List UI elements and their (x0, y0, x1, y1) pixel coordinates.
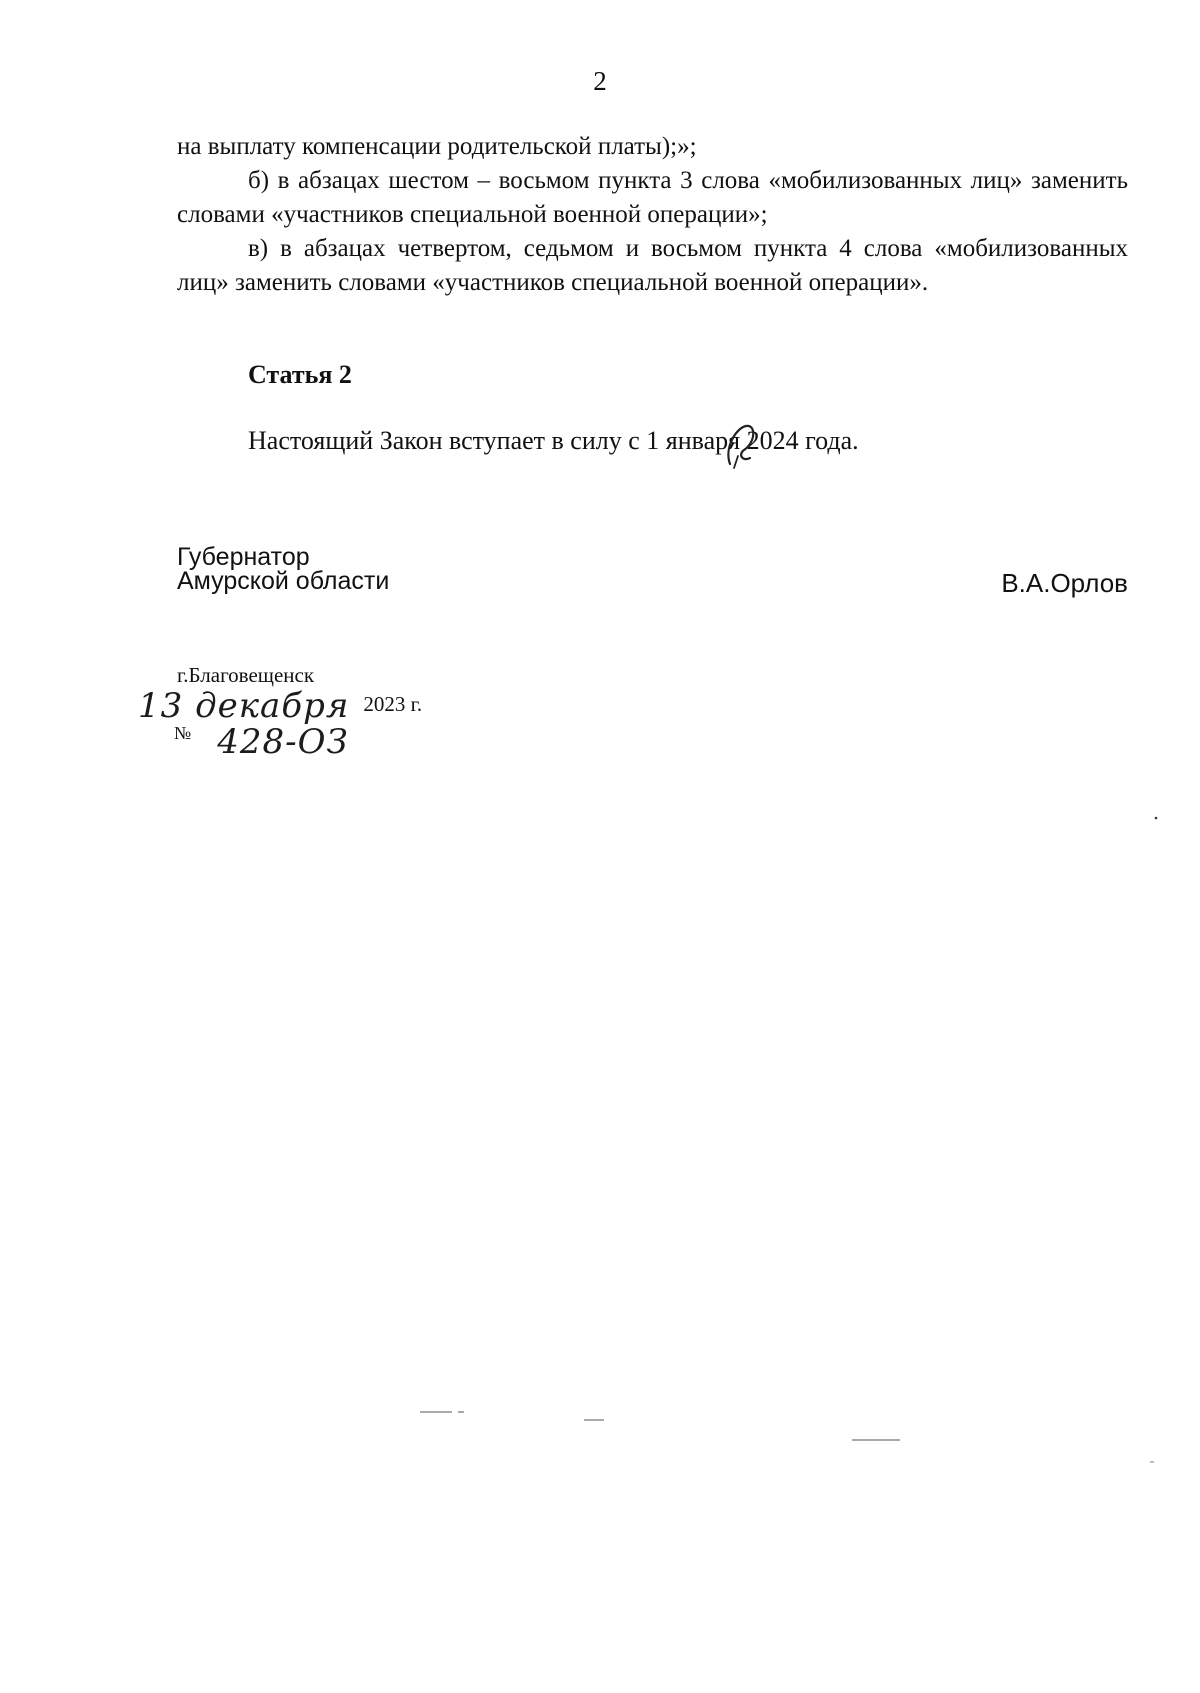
signatory-title-line1: Губернатор (177, 543, 310, 571)
place-of-signing: г.Благовещенск (177, 663, 315, 687)
paragraph-b: б) в абзацах шестом – восьмом пункта 3 слова «мобилизованных лиц» заменить словами «участников специальной военной операции»; (177, 167, 1128, 228)
handwritten-date: 13 декабря (138, 686, 350, 726)
signatory-name: В.А.Орлов (1001, 568, 1128, 598)
page-number: 2 (593, 66, 607, 96)
article-text: Настоящий Закон вступает в силу с 1 января 2024 года. (248, 426, 859, 455)
initials-mark-icon (716, 418, 762, 472)
signatory-title-line2: Амурской области (177, 567, 390, 595)
number-sign: № (174, 723, 192, 743)
article-heading: Статья 2 (248, 360, 352, 389)
handwritten-law-number: 428-ОЗ (217, 722, 349, 762)
paragraph-v: в) в абзацах четвертом, седьмом и восьмом пункта 4 слова «мобилизованных лиц» заменить словами «участников специальной военной операции». (177, 235, 1128, 296)
date-year: 2023 г. (363, 692, 423, 716)
scan-artifact-icon (410, 1400, 930, 1450)
signing-date (138, 686, 422, 726)
scan-speck-icon (1150, 812, 1162, 1472)
paragraph-continuation: на выплату компенсации родительской платы);»; (177, 133, 697, 160)
amendment-text (177, 130, 1128, 300)
law-number (174, 722, 349, 762)
signatory-title (177, 545, 389, 593)
